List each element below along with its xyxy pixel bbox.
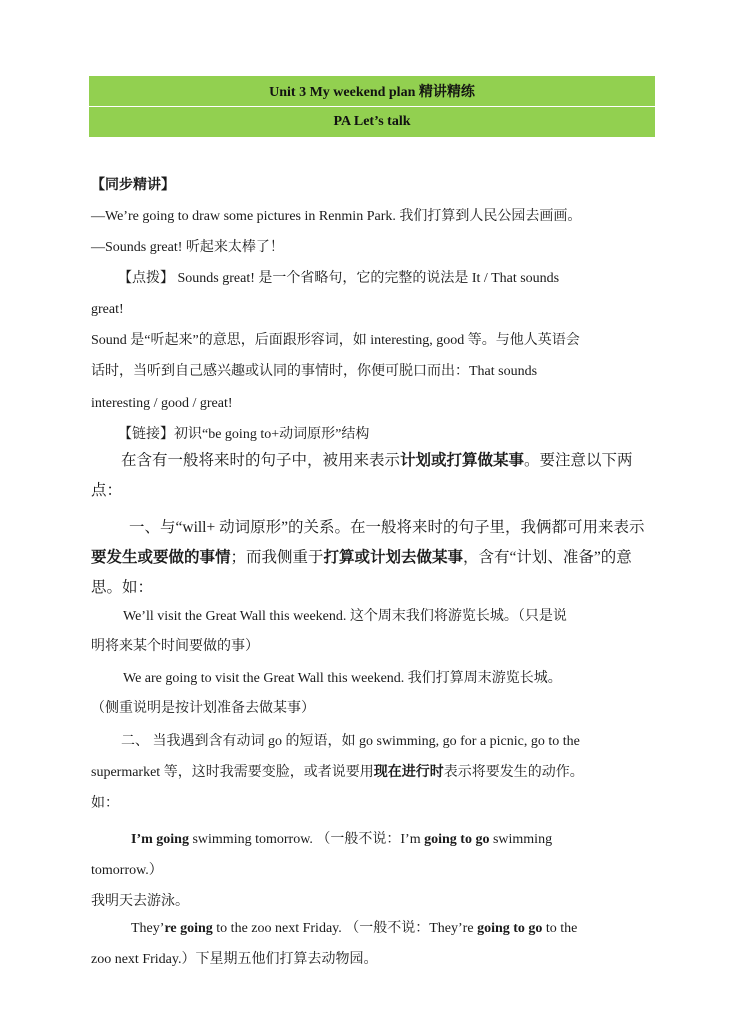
point-1-line-2 bbox=[91, 548, 653, 568]
point-2-example-1-translation: 我明天去游泳。 bbox=[91, 894, 189, 909]
link-heading bbox=[118, 425, 653, 445]
point-1-text: ；而我侧重于 bbox=[230, 549, 324, 566]
tip-line-1 bbox=[118, 269, 653, 289]
subtitle-banner bbox=[89, 107, 655, 137]
point-1-line-3: 思。如： bbox=[91, 579, 154, 596]
link-title: 初识“be going to+动词原形”结构 bbox=[174, 427, 370, 442]
title-banner bbox=[89, 76, 655, 106]
point-2-line-3: 如： bbox=[91, 796, 119, 811]
tip-line-2: great! bbox=[91, 302, 124, 317]
point-1-emphasis-2: 打算或计划去做某事 bbox=[323, 549, 464, 566]
tip-label: 【点拨】 bbox=[118, 271, 174, 286]
point-2-example-2 bbox=[131, 919, 651, 939]
ex1-part-b: going bbox=[156, 832, 189, 847]
point-1-example-1: We’ll visit the Great Wall this weekend. 这个周末我们将游览长城。（只是说 bbox=[123, 609, 567, 624]
ex1-part-c: swimming tomorrow. （一般不说：I’m bbox=[188, 832, 425, 847]
dialog-line-1: —We’re going to draw some pictures in Renmin Park. 我们打算到人民公园去画画。 bbox=[91, 209, 582, 224]
link-intro-emphasis: 计划或打算做某事 bbox=[400, 452, 525, 469]
tip-line-3: Sound 是“听起来”的意思，后面跟形容词，如 interesting, good 等。与他人英语会 bbox=[91, 333, 580, 348]
point-1-example-2: We are going to visit the Great Wall this weekend. 我们打算周末游览长城。 bbox=[123, 671, 562, 686]
ex2-part-e: to the bbox=[542, 921, 578, 936]
point-1-example-1-note: 明将来某个时间要做的事） bbox=[91, 639, 259, 654]
point-2-example-2-cont: zoo next Friday.）下星期五他们打算去动物园。 bbox=[91, 952, 378, 967]
ex1-part-e: swimming bbox=[489, 832, 553, 847]
ex2-part-b: re going bbox=[164, 921, 213, 936]
point-1-example-2-note: （侧重说明是按计划准备去做某事） bbox=[91, 701, 315, 716]
tip-line-5: interesting / good / great! bbox=[91, 396, 233, 411]
link-intro-text-end: 。要注意以下两 bbox=[524, 452, 633, 469]
link-intro bbox=[121, 451, 653, 471]
point-2-example-1 bbox=[131, 830, 651, 850]
link-label: 【链接】 bbox=[118, 427, 174, 442]
point-2-emphasis: 现在进行时 bbox=[373, 765, 444, 780]
section-heading: 【同步精讲】 bbox=[91, 178, 175, 193]
link-intro-line-2: 点： bbox=[91, 482, 123, 499]
ex1-part-a: I’m bbox=[131, 832, 157, 847]
tip-line-4: 话时，当听到自己感兴趣或认同的事情时，你便可脱口而出：That sounds bbox=[91, 364, 538, 379]
page-title: Unit 3 My weekend plan 精讲精练 bbox=[269, 85, 475, 100]
ex1-part-d: going to go bbox=[424, 832, 490, 847]
dialog-line-2: —Sounds great! 听起来太棒了！ bbox=[91, 240, 284, 255]
point-2-line-2 bbox=[91, 763, 653, 783]
point-2-example-1-cont: tomorrow.） bbox=[91, 863, 163, 878]
point-2-text-end: 表示将要发生的动作。 bbox=[443, 765, 584, 780]
page-subtitle: PA Let’s talk bbox=[333, 114, 411, 129]
link-intro-text: 在含有一般将来时的句子中，被用来表示 bbox=[121, 452, 401, 469]
ex2-part-d: going to go bbox=[477, 921, 543, 936]
point-1-text-end: ，含有“计划、准备”的意 bbox=[463, 549, 632, 566]
point-1-line-1: 一、与“will+ 动词原形”的关系。在一般将来时的句子里，我俩都可用来表示 bbox=[129, 519, 645, 536]
point-2-text: supermarket 等，这时我需要变脸，或者说要用 bbox=[91, 765, 374, 780]
tip-text-1: Sounds great! 是一个省略句，它的完整的说法是 It / That sounds bbox=[177, 271, 560, 286]
ex2-part-c: to the zoo next Friday. （一般不说：They’re bbox=[212, 921, 478, 936]
ex2-part-a: They’ bbox=[131, 921, 165, 936]
point-2-line-1: 二、 当我遇到含有动词 go 的短语，如 go swimming, go for a picnic, go to the bbox=[121, 734, 580, 749]
point-1-emphasis-1: 要发生或要做的事情 bbox=[91, 549, 231, 566]
